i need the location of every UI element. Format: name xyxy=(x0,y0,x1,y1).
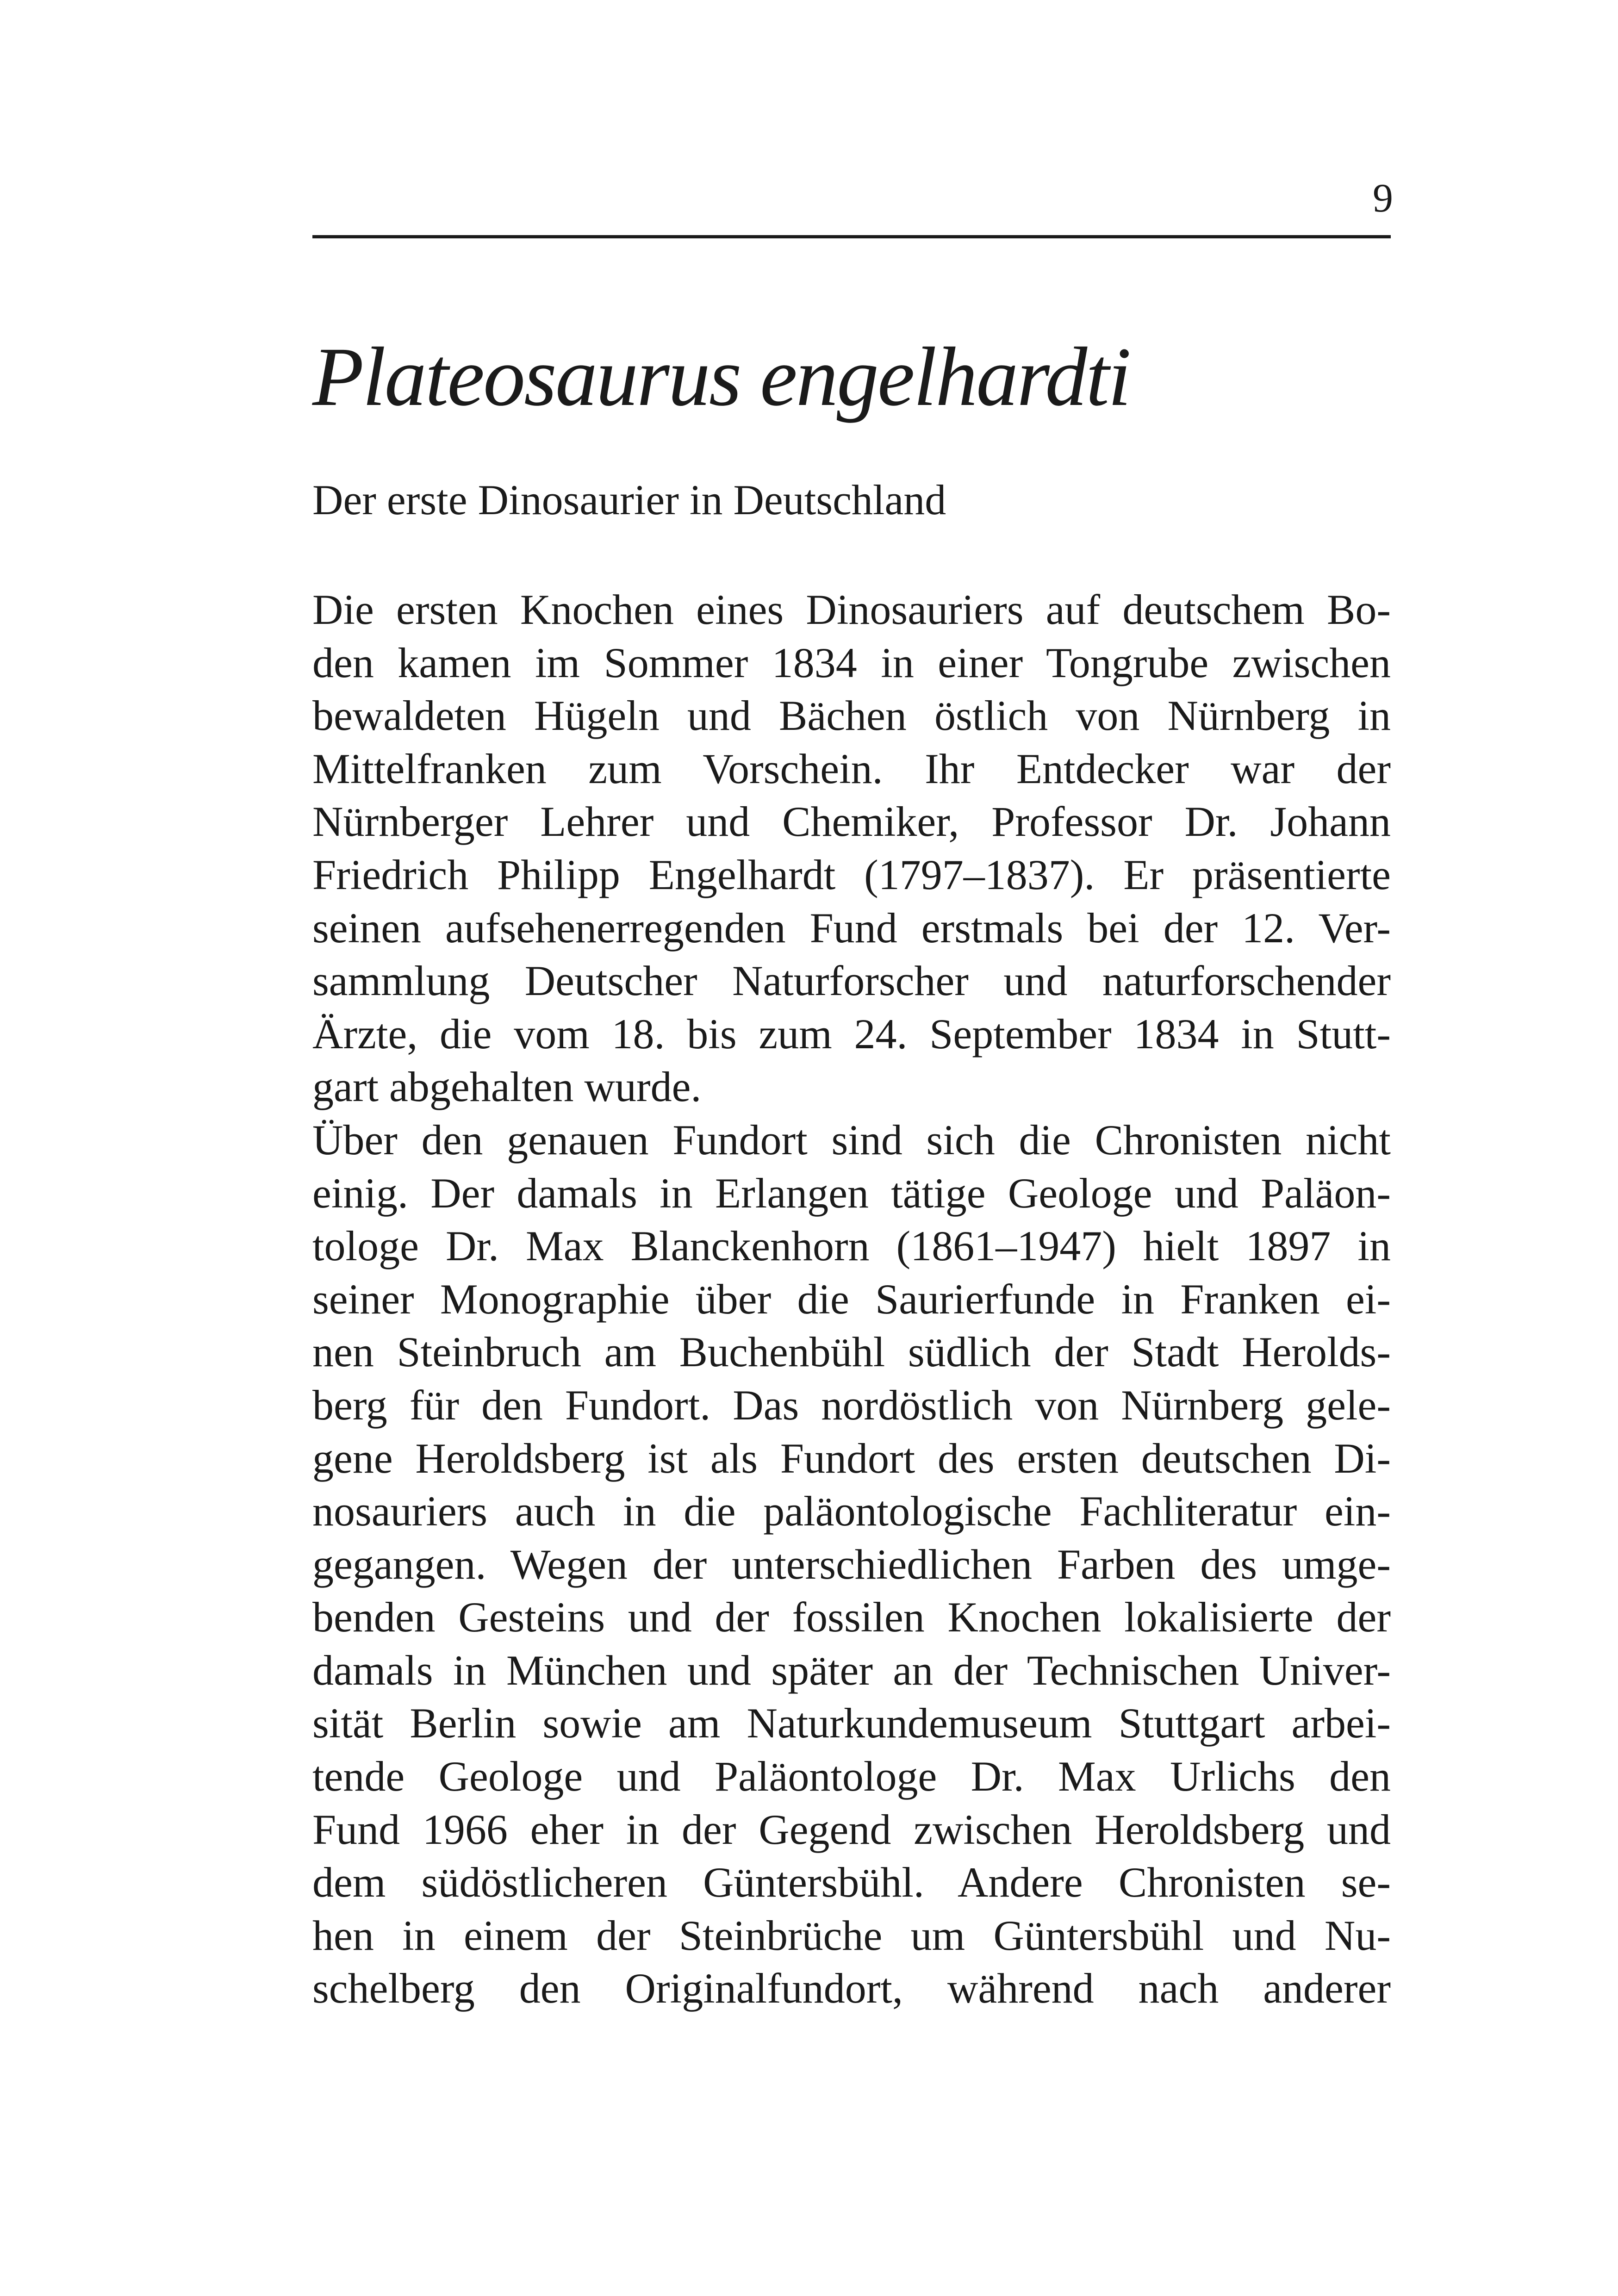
text-line: Friedrich Philipp Engelhardt (1797–1837). Er präsentierte xyxy=(312,851,1391,898)
text-line: Die ersten Knochen eines Dinosauriers auf deutschem Bo- xyxy=(312,586,1391,633)
header-rule xyxy=(312,235,1391,238)
text-line: sität Berlin sowie am Naturkundemuseum Stuttgart arbei- xyxy=(312,1699,1391,1747)
text-line: Fund 1966 eher in der Gegend zwischen Heroldsberg und xyxy=(312,1805,1391,1853)
text-line: gegangen. Wegen der unterschiedlichen Farben des umge- xyxy=(312,1540,1391,1588)
text-line: damals in München und später an der Technischen Univer- xyxy=(312,1646,1391,1694)
text-line: benden Gesteins und der fossilen Knochen lokalisierte der xyxy=(312,1593,1391,1641)
text-line: Ärzte, die vom 18. bis zum 24. September 1834 in Stutt- xyxy=(312,1010,1391,1058)
text-line: dem südöstlicheren Güntersbühl. Andere Chronisten se- xyxy=(312,1859,1391,1906)
text-line: nosauriers auch in die paläontologische Fachliteratur ein- xyxy=(312,1487,1391,1535)
text-line: seiner Monographie über die Saurierfunde in Franken ei- xyxy=(312,1275,1391,1323)
text-line: einig. Der damals in Erlangen tätige Geologe und Paläon- xyxy=(312,1169,1391,1217)
text-line: Mittelfranken zum Vorschein. Ihr Entdecker war der xyxy=(312,745,1391,792)
text-line: bewaldeten Hügeln und Bächen östlich von Nürnberg in xyxy=(312,692,1391,740)
text-line: sammlung Deutscher Naturforscher und naturforschender xyxy=(312,957,1391,1005)
text-line: seinen aufsehenerregenden Fund erstmals bei der 12. Ver- xyxy=(312,904,1391,952)
text-line: gene Heroldsberg ist als Fundort des ersten deutschen Di- xyxy=(312,1434,1391,1482)
article-subtitle: Der erste Dinosaurier in Deutschland xyxy=(312,476,946,523)
body-text xyxy=(312,583,1391,2015)
text-line: tende Geologe und Paläontologe Dr. Max Urlichs den xyxy=(312,1753,1391,1800)
text-line: tologe Dr. Max Blanckenhorn (1861–1947) hielt 1897 in xyxy=(312,1222,1391,1270)
text-line: nen Steinbruch am Buchenbühl südlich der Stadt Herolds- xyxy=(312,1328,1391,1376)
text-line: Nürnberger Lehrer und Chemiker, Professor Dr. Johann xyxy=(312,798,1391,846)
text-line: berg für den Fundort. Das nordöstlich von Nürnberg gele- xyxy=(312,1381,1391,1429)
text-line: Über den genauen Fundort sind sich die Chronisten nicht xyxy=(312,1116,1391,1164)
text-line: schelberg den Originalfundort, während nach anderer xyxy=(312,1965,1391,2012)
text-line: den kamen im Sommer 1834 in einer Tongrube zwischen xyxy=(312,639,1391,686)
text-line: hen in einem der Steinbrüche um Güntersbühl und Nu- xyxy=(312,1911,1391,1959)
page-number: 9 xyxy=(1373,176,1393,221)
article-title: Plateosaurus engelhardti xyxy=(312,330,1130,423)
text-line: gart abgehalten wurde. xyxy=(312,1063,702,1111)
